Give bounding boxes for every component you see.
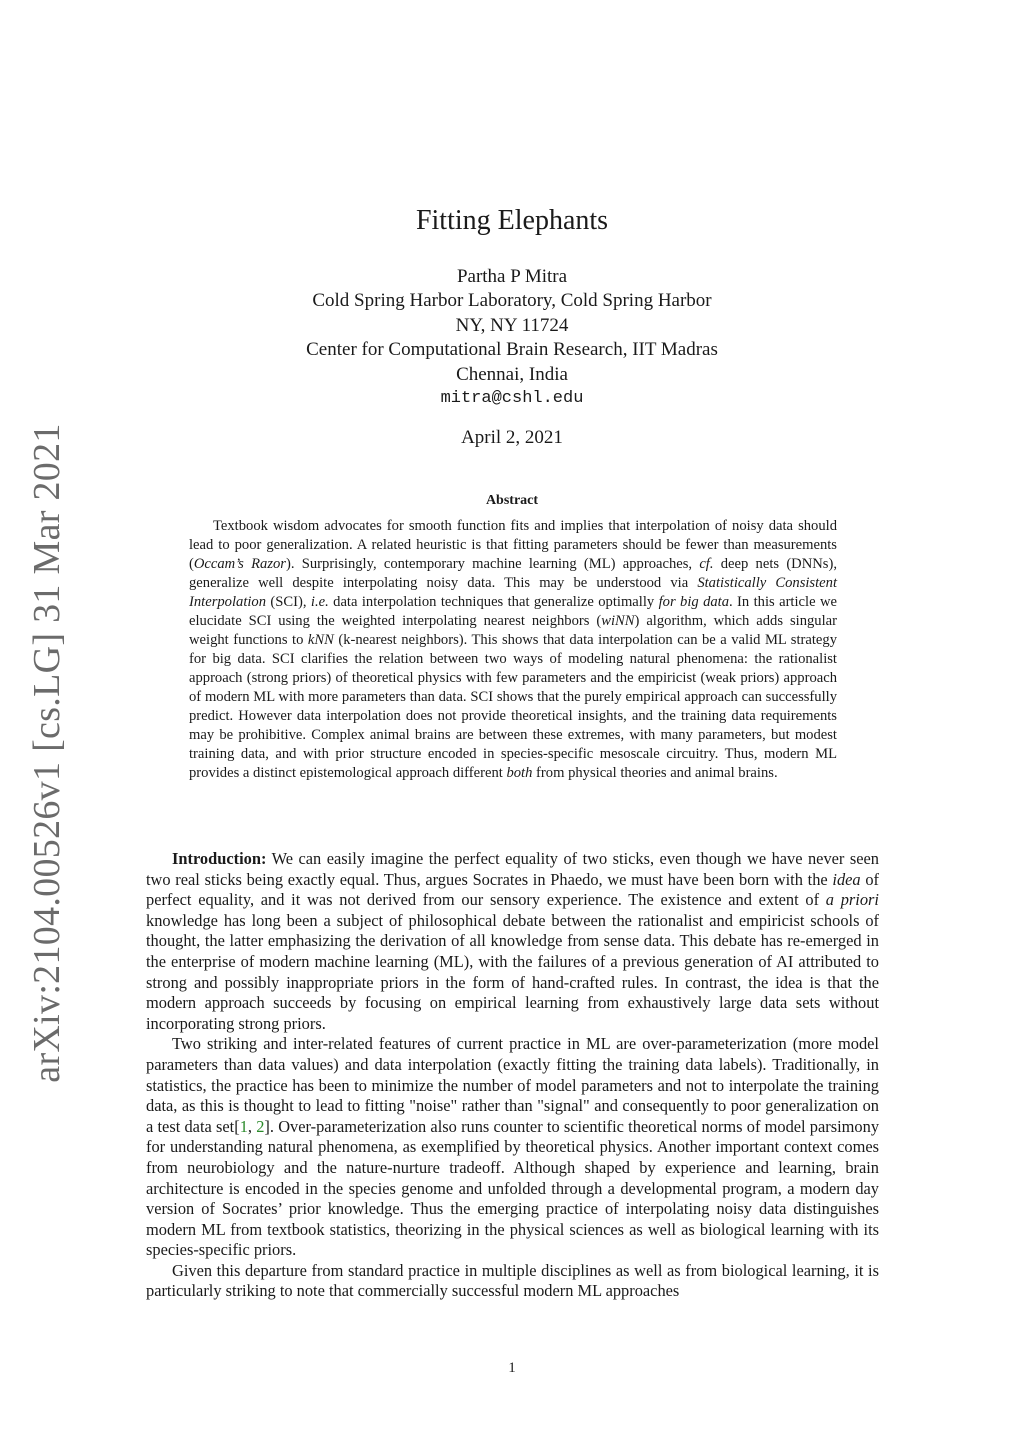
abstract-heading: Abstract	[485, 493, 539, 508]
affiliation-line: Chennai, India	[456, 363, 568, 385]
page-number: 1	[508, 1360, 516, 1376]
term-occam: Occam’s Razor	[193, 556, 286, 572]
author-name: Partha P Mitra	[456, 266, 568, 287]
paper-date: April 2, 2021	[461, 427, 563, 448]
paper-title: Fitting Elephants	[415, 205, 609, 236]
affiliation-line: NY, NY 11724	[455, 314, 569, 336]
affiliation-line: Center for Computational Brain Research, IIT Madras	[306, 339, 718, 361]
paragraph: Given this departure from standard practice in multiple disciplines as well as from biological learning, it is particularly striking to note that commercially successful modern ML approaches	[146, 1260, 879, 1301]
arxiv-sidebar	[2, 423, 92, 1083]
abstract-text: Textbook wisdom advocates for smooth function fits and implies that interpolation of noisy data should lead to poor generalization. A related heuristic is that fitting parameters should be fewer than measurements (Occam’s Razor). Surprisingly, contemporary machine learning (ML) approaches, cf. deep nets (DNNs), generalize well despite interpolating noisy data. This may be understood via Statistically Consistent Interpolation (SCI), i.e. data interpolation techniques that generalize optimally for big data. In this article we elucidate SCI using the weighted interpolating nearest neighbors (wiNN) algorithm, which adds singular weight functions to kNN (k-nearest neighbors). This shows that data interpolation can be a valid ML strategy for big data. SCI clarifies the relation between two ways of modeling natural phenomena: the rationalist approach (strong priors) of theoretical physics with few parameters and the empiricist (weak priors) approach of modern ML with more parameters than data. SCI shows that the purely empirical approach can successfully predict. However data interpolation does not provide theoretical insights, and the training data requirements may be prohibitive. Complex animal brains are between these extremes, with many parameters, but modest training data, and with prior structure encoded in species-specific mesoscale circuitry. Thus, modern ML provides a distinct epistemological approach different both from physical theories and animal brains.	[189, 518, 838, 781]
author-email[interactable]: mitra@cshl.edu	[440, 389, 584, 409]
section-label: Introduction:	[172, 849, 267, 868]
paragraph: Introduction: We can easily imagine the perfect equality of two sticks, even though we have never seen two real sticks being exactly equal. Thus, argues Socrates in Phaedo, we must have been born with the idea of perfect equality, and it was not derived from our sensory experience. The existence and extent of a priori knowledge has long been a subject of philosophical debate between the rationalist and empiricist schools of thought, the latter emphasizing the derivation of all knowledge from sense data. This debate has re-emerged in the enterprise of modern machine learning (ML), with the failures of a previous generation of AI attributed to strong and possibly inappropriate priors in the form of hand-crafted rules. In contrast, the idea is that the modern approach succeeds by focusing on empirical learning from exhaustively large data sets without incorporating strong priors.	[146, 849, 879, 1033]
author-block	[0, 265, 1024, 411]
paragraph: Two striking and inter-related features of current practice in ML are over-parameterization (more model parameters than data values) and data interpolation (exactly fitting the training data labels). Traditionally, in statistics, the practice has been to minimize the number of model parameters and not to interpolate the training data, as this is thought to lead to fitting "noise" rather than "signal" and consequently to poor generalization on a test data set[1, 2]. Over-parameterization also runs counter to scientific theoretical norms of model parsimony for understanding natural phenomena, as exemplified by theoretical physics. Another important context comes from neurobiology and the nature-nurture tradeoff. Although shaped by experience and learning, brain architecture is encoded in the species genome and unfolded through a developmental program, a modern day version of Socrates’ prior knowledge. Thus the emerging practice of interpolating noisy data distinguishes modern ML from textbook statistics, theorizing in the physical sciences as well as biological learning with its species-specific priors.	[146, 1034, 880, 1260]
arxiv-identifier: arXiv:2104.00526v1 [cs.LG] 31 Mar 2021	[26, 423, 68, 1083]
citation-link[interactable]: 1	[239, 1116, 248, 1136]
body-text	[146, 849, 879, 1302]
term-sci: Statistically Consistent Interpolation	[189, 575, 837, 610]
affiliation-line: Cold Spring Harbor Laboratory, Cold Spring Harbor	[312, 290, 712, 312]
citation-link[interactable]: 2	[256, 1116, 265, 1136]
